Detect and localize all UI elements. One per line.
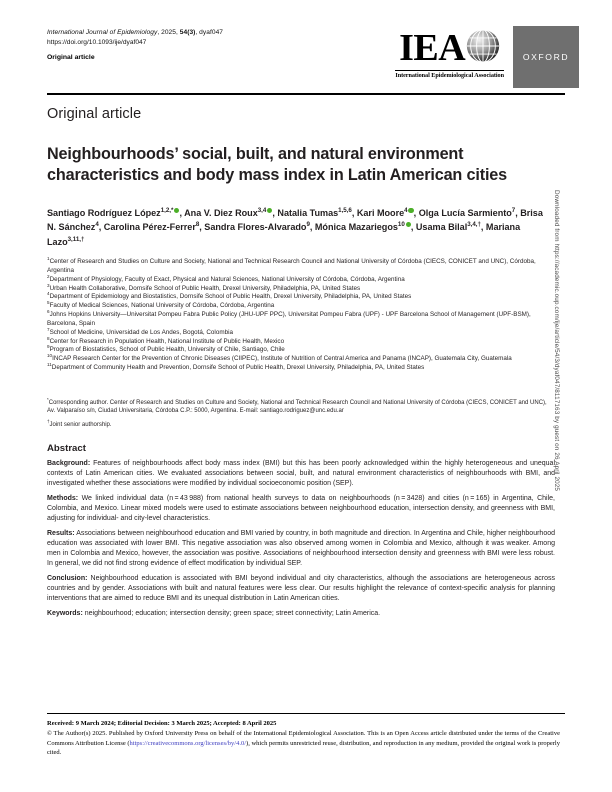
- abstract-background-text: Features of neighbourhoods affect body mass index (BMI) but this has been poorly acknowledged within the highly heterogeneous and unequal contexts of Latin American cities. We evaluated associations between social, built, and natural environment characteristics of neighbourhoods with BMI, and investigated whether these associations were modified by individual socioeconomic position (SEP).: [47, 460, 555, 488]
- abstract-methods-text: We linked individual data (n = 43 988) from national health surveys to data on neighbourhoods (n = 3428) and cities (n = 165) in Argentina, Chile, Colombia, and Mexico. Linear mixed models were used to estimate associations between neighbourhood education, intersection density, and greenness with BMI, adjusting for individual- and city-level characteristics.: [47, 494, 555, 523]
- author-name[interactable]: Carolina Pérez-Ferrer: [103, 222, 196, 233]
- abstract-results: [47, 529, 555, 570]
- journal-issue: (3): [187, 29, 196, 36]
- author-affiliation-marker: 3,11,†: [67, 235, 85, 243]
- copyright-text-2: ), which permits unrestricted reuse, distribution, and reproduction in any medium, provided the original work is properly cited.: [47, 739, 560, 756]
- affiliation-item: [47, 346, 552, 355]
- affiliation-item: [47, 308, 552, 329]
- oxford-logo: [513, 26, 579, 88]
- iea-acronym: IEA: [399, 27, 466, 69]
- article-section-label: Original article: [47, 106, 142, 122]
- abstract-results-label: Results:: [47, 529, 75, 537]
- affiliation-item: [47, 364, 552, 373]
- orcid-icon[interactable]: [174, 208, 179, 213]
- license-link[interactable]: https://creativecommons.org/licenses/by/4.0/: [129, 739, 247, 747]
- abstract-keywords-text: neighbourhood; education; intersection density; green space; street connectivity; Latin America.: [82, 609, 381, 617]
- author-list: Santiago Rodríguez López$^{1,2,*}$ , Ana V. Diez Roux$^{3,4}$ , Natalia Tumas$^{1,5,6}$, Kari Moore$^4$ , Olga Lucía Sarmiento$^7$, Brisa N. Sánchez$^4$, Carolina Pérez-Ferrer$^8$, Sandra Flores-Alvarado$^9$, Mónica Mazariegos$^{10}$ , Usama Bilal$^{3,4,\dagger}$, Mariana Lazo$^{3,11,\dagger}$: [47, 206, 543, 247]
- author-affiliation-marker: 9: [306, 221, 310, 229]
- abstract-heading: Abstract: [47, 443, 86, 454]
- iea-logo-row: [399, 28, 500, 68]
- affiliation-number: 1: [47, 255, 50, 261]
- author-name[interactable]: Sandra Flores-Alvarado: [204, 222, 307, 233]
- affiliation-number: 7: [47, 326, 50, 332]
- orcid-icon[interactable]: [267, 208, 272, 213]
- copyright-text-1: © The Author(s) 2025. Published by Oxford University Press on behalf of the International Epidemiological Association. This is an Open Access article distributed under the terms of the Creative Commons Attribution License (: [47, 730, 560, 747]
- author-affiliation-marker: 10: [397, 221, 405, 229]
- footer-block: [47, 719, 560, 757]
- abstract-conclusion: [47, 574, 555, 604]
- affiliation-text: Urban Health Collaborative, Dornsife School of Public Health, Drexel University, Philadelphia, PA, United States: [49, 284, 361, 292]
- corresponding-author-text: Corresponding author. Center of Research and Studies on Culture and Society, National and Technical Research Council and National University of Córdoba (CIECS, CONICET and UNC), Av. Valparaíso s/n, Ciudad Universitaria, Córdoba C.P.: 5000, Argentina. E-mail: santiago.rodriguez@unc.edu.ar: [47, 400, 547, 415]
- abstract-keywords-label: Keywords:: [47, 609, 83, 617]
- publisher-logo-block: [395, 26, 579, 88]
- orcid-icon[interactable]: [408, 208, 413, 213]
- affiliation-item: [47, 326, 552, 338]
- page-title: Neighbourhoods’ social, built, and natural environment characteristics and body mass index in Latin American cities: [47, 144, 508, 185]
- journal-masthead: [47, 28, 347, 61]
- author-name[interactable]: Mariana Lazo: [47, 222, 521, 247]
- masthead-article-type: Original article: [47, 53, 95, 61]
- author-notes: [47, 399, 552, 434]
- author-affiliation-marker: 8: [195, 221, 200, 229]
- affiliation-number: 6: [47, 308, 50, 314]
- footer-divider: [47, 713, 565, 714]
- author-name[interactable]: Natalia Tumas: [277, 208, 339, 218]
- corresponding-author-note: [47, 399, 552, 416]
- abstract-keywords: [47, 609, 555, 619]
- affiliation-text: Department of Epidemiology and Biostatistics, Dornsife School of Public Health, Drexel University, Philadelphia, PA, United States: [49, 293, 412, 301]
- joint-marker: †: [47, 418, 50, 424]
- download-watermark: Downloaded from https://academic.oup.com/ije/article/54/3/dyaf047/8117163 by guest on 26 April 2025: [553, 190, 560, 492]
- affiliation-text: School of Medicine, Universidad de Los Andes, Bogotá, Colombia: [49, 328, 233, 336]
- affiliation-number: 11: [47, 362, 52, 368]
- affiliation-text: Center for Research in Population Health, National Institute of Public Health, Mexico: [49, 337, 285, 345]
- affiliation-text: Department of Physiology, Faculty of Exact, Physical and Natural Sciences, National University of Córdoba, Córdoba, Argentina: [49, 275, 405, 283]
- journal-name: International Journal of Epidemiology: [47, 29, 158, 36]
- affiliation-item: [47, 255, 552, 276]
- author-affiliation-marker: 7: [511, 206, 516, 214]
- affiliation-text: Department of Community Health and Prevention, Dornsife School of Public Health, Drexel University, Philadelphia, PA, United States: [51, 364, 425, 372]
- author-name[interactable]: Usama Bilal: [415, 222, 468, 233]
- affiliation-number: 4: [47, 291, 50, 297]
- affiliation-number: 9: [47, 344, 50, 350]
- globe-icon: [466, 29, 500, 68]
- author-affiliation-marker: 1,5,6: [338, 206, 352, 214]
- affiliation-text: Center of Research and Studies on Culture and Society, National and Technical Research Council and National University of Córdoba (CIECS, CONICET and UNC), Córdoba, Argentina: [47, 258, 536, 274]
- abstract-results-text: Associations between neighbourhood education and BMI varied by country, in both magnitude and direction. In Argentina and Chile, higher neighbourhood education was associated with lower BMI. This negative association was also observed among women in Colombia and Mexico, although it was weaker. Among men in Colombia and Mexico, however, the association was positive. Associations of neighbourhood intersection density and greenness with BMI were less robust. In general, we did not find strong evidence of effect modification by individual SEP.: [47, 529, 555, 568]
- doi-link[interactable]: https://doi.org/10.1093/ije/dyaf047: [47, 39, 147, 46]
- copyright-statement: [47, 729, 560, 757]
- header-divider: [47, 93, 565, 95]
- orcid-icon[interactable]: [406, 222, 411, 227]
- abstract-conclusion-label: Conclusion:: [47, 574, 88, 582]
- abstract-background-label: Background:: [47, 460, 91, 467]
- affiliation-item: [47, 293, 552, 302]
- affiliation-text: Faculty of Medical Sciences, National University of Córdoba, Córdoba, Argentina: [49, 302, 275, 310]
- author-name[interactable]: Olga Lucía Sarmiento: [418, 208, 512, 218]
- affiliation-text: INCAP Research Center for the Prevention of Chronic Diseases (CIIPEC), Institute of Nutrition of Central America and Panama (INCAP), Guatemala City, Guatemala: [52, 355, 512, 363]
- publication-dates: Received: 9 March 2024; Editorial Decision: 3 March 2025; Accepted: 8 April 2025: [47, 720, 277, 727]
- affiliation-item: [47, 302, 552, 311]
- journal-article-id: , dyaf047: [195, 29, 224, 36]
- journal-year: , 2025,: [157, 29, 180, 36]
- author-affiliation-marker: 4: [95, 221, 99, 229]
- author-affiliation-marker: 4: [404, 206, 408, 214]
- affiliation-number: 10: [47, 353, 53, 359]
- iea-full-name: International Epidemiological Association: [395, 70, 504, 80]
- abstract-background: [47, 459, 555, 489]
- author-affiliation-marker: 1,2,*: [160, 206, 174, 214]
- author-name[interactable]: Ana V. Diez Roux: [184, 208, 258, 218]
- author-name[interactable]: Kari Moore: [356, 208, 405, 218]
- abstract-methods-label: Methods:: [47, 494, 79, 502]
- affiliation-text: Program of Biostatistics, School of Public Health, University of Chile, Santiago, Chile: [49, 346, 285, 354]
- joint-authorship-note: [47, 418, 552, 429]
- corresponding-marker: *: [47, 397, 49, 402]
- author-affiliation-marker: 3,4,†: [467, 221, 481, 229]
- joint-authorship-text: Joint senior authorship.: [49, 421, 112, 428]
- affiliation-item: [47, 355, 552, 364]
- author-name[interactable]: Santiago Rodríguez López: [47, 208, 161, 218]
- abstract-methods: [47, 494, 555, 524]
- author-name[interactable]: Mónica Mazariegos: [314, 222, 398, 233]
- affiliation-number: 5: [47, 300, 50, 306]
- abstract-conclusion-text: Neighbourhood education is associated with BMI beyond individual and city characteristics, although the associations are heterogeneous across countries and by gender. Associations with built and natural features were less clear. Our results highlight the relevance of context-specific analysis for planning interventions that are aimed to reduce BMI and its unequal distribution in Latin American cities.: [47, 574, 555, 603]
- affiliation-text: Johns Hopkins University—Universitat Pompeu Fabra Public Policy (JHU-UPF PPC), Universitat Pompeu Fabra (UPF) - UPF Barcelona School of Management (UPF-BSM), Barcelona, Spain: [47, 311, 531, 327]
- affiliation-number: 2: [47, 273, 50, 279]
- affiliation-number: 8: [47, 335, 50, 341]
- journal-citation-line: [47, 28, 347, 38]
- author-affiliation-marker: 3,4: [257, 206, 267, 214]
- abstract-body: [47, 459, 555, 623]
- affiliation-list: [47, 255, 552, 373]
- affiliation-number: 3: [47, 282, 50, 288]
- oxford-label: OXFORD: [522, 52, 570, 62]
- journal-volume: 54: [179, 29, 188, 36]
- author-name[interactable]: Brisa N. Sánchez: [47, 208, 543, 233]
- iea-logo: [395, 26, 504, 79]
